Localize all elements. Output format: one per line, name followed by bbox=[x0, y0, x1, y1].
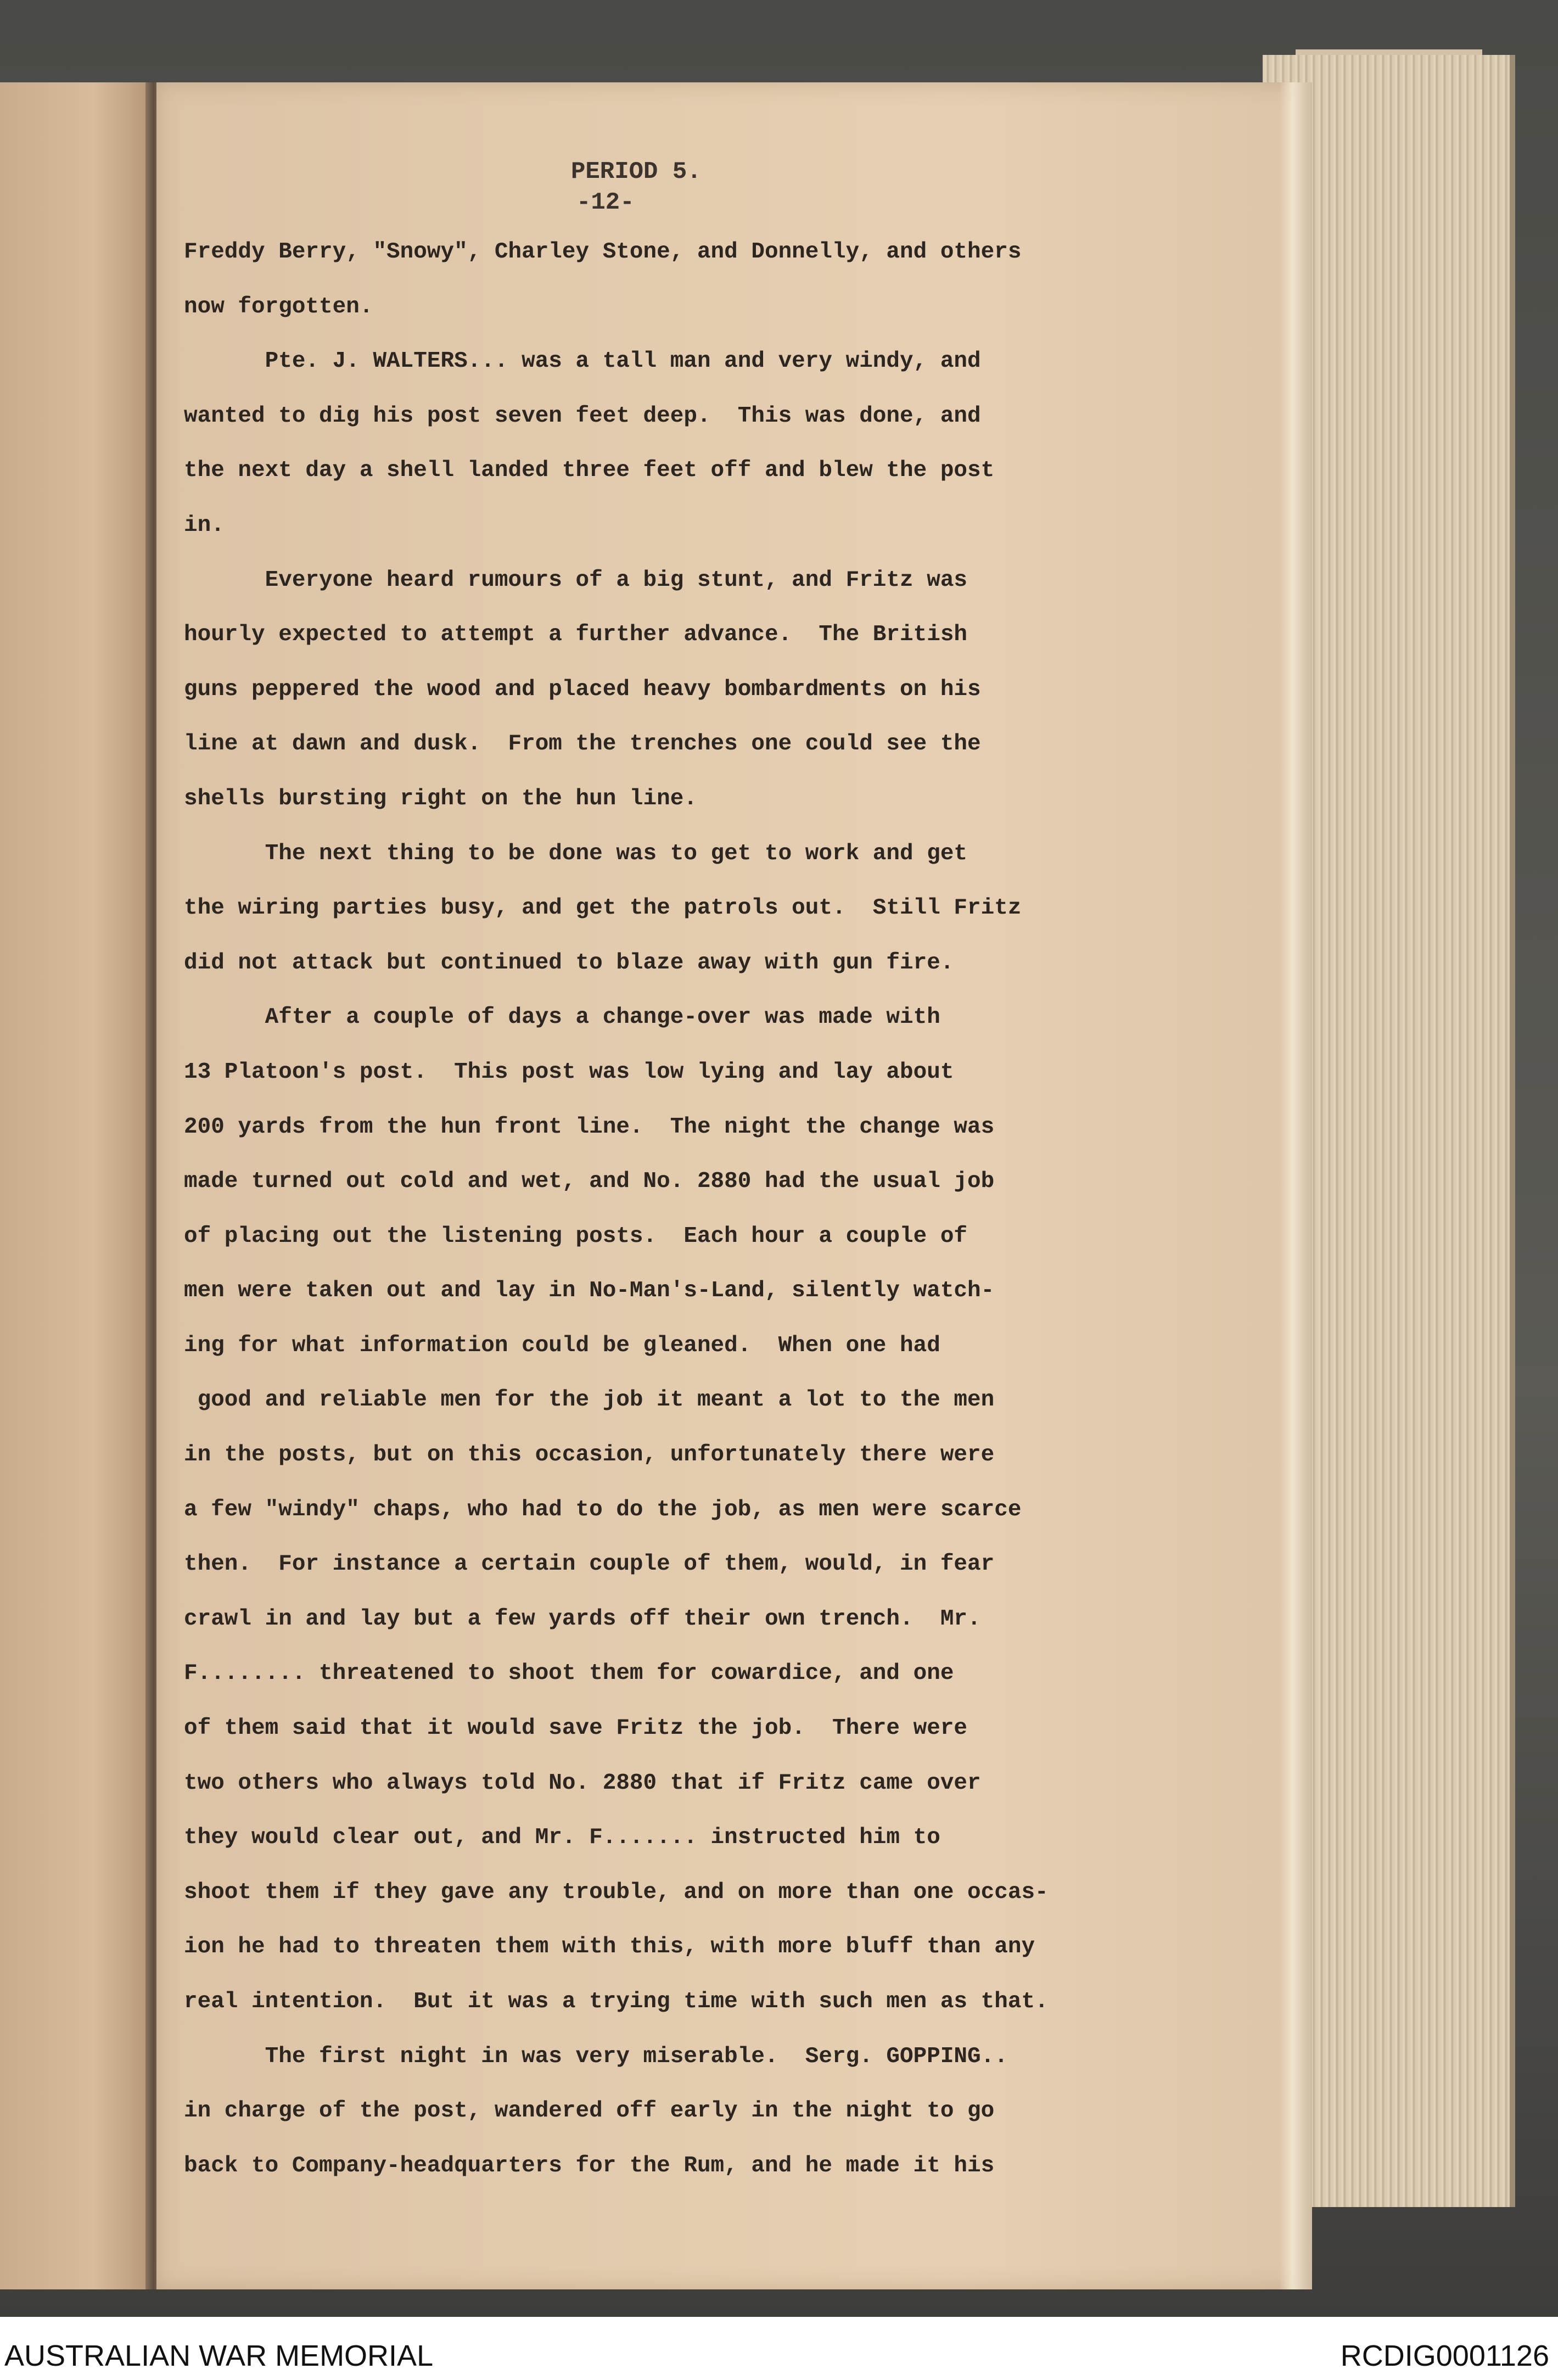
text-line: real intention. But it was a trying time with such men as that. bbox=[184, 1989, 1049, 2014]
archive-id: RCDIG0001126 bbox=[1340, 2339, 1549, 2372]
text-line: hourly expected to attempt a further advance. The British bbox=[184, 622, 968, 648]
text-line: they would clear out, and Mr. F....... instructed him to bbox=[184, 1825, 940, 1851]
text-line: wanted to dig his post seven feet deep. This was done, and bbox=[184, 403, 981, 429]
text-line: back to Company-headquarters for the Rum, and he made it his bbox=[184, 2153, 995, 2179]
text-line: 13 Platoon's post. This post was low lying and lay about bbox=[184, 1059, 954, 1085]
archive-name: AUSTRALIAN WAR MEMORIAL bbox=[4, 2339, 434, 2372]
text-line: made turned out cold and wet, and No. 2880 had the usual job bbox=[184, 1169, 995, 1195]
text-line: line at dawn and dusk. From the trenches one could see the bbox=[184, 731, 981, 757]
left-page bbox=[0, 82, 156, 2289]
text-line: After a couple of days a change-over was made with bbox=[184, 1005, 940, 1031]
text-line: The next thing to be done was to get to work and get bbox=[184, 841, 968, 866]
page-number: -12- bbox=[576, 189, 635, 216]
page-header bbox=[571, 156, 791, 218]
text-line: good and reliable men for the job it meant a lot to the men bbox=[184, 1387, 995, 1413]
text-line: now forgotten. bbox=[184, 294, 373, 320]
text-line: the next day a shell landed three feet off and blew the post bbox=[184, 458, 995, 484]
text-line: ing for what information could be gleaned. When one had bbox=[184, 1332, 940, 1358]
text-line: Freddy Berry, "Snowy", Charley Stone, and Donnelly, and others bbox=[184, 239, 1022, 265]
page-edge bbox=[1279, 82, 1312, 2289]
text-line: Everyone heard rumours of a big stunt, and Fritz was bbox=[184, 567, 968, 593]
text-line: in the posts, but on this occasion, unfortunately there were bbox=[184, 1442, 995, 1468]
period-heading: PERIOD 5. bbox=[571, 158, 702, 186]
typed-body-text bbox=[184, 225, 1271, 2193]
text-line: 200 yards from the hun front line. The night the change was bbox=[184, 1114, 995, 1140]
text-line: did not attack but continued to blaze away with gun fire. bbox=[184, 950, 954, 976]
text-line: crawl in and lay but a few yards off their own trench. Mr. bbox=[184, 1606, 981, 1632]
archive-footer bbox=[0, 2317, 1558, 2380]
text-line: then. For instance a certain couple of them, would, in fear bbox=[184, 1552, 995, 1577]
text-line: in charge of the post, wandered off early in the night to go bbox=[184, 2098, 995, 2124]
text-line: ion he had to threaten them with this, with more bluff than any bbox=[184, 1934, 1035, 1960]
text-line: the wiring parties busy, and get the patrols out. Still Fritz bbox=[184, 895, 1022, 921]
text-line: shoot them if they gave any trouble, and on more than one occas- bbox=[184, 1879, 1049, 1905]
text-line: guns peppered the wood and placed heavy bombardments on his bbox=[184, 676, 981, 702]
text-line: two others who always told No. 2880 that if Fritz came over bbox=[184, 1770, 981, 1796]
text-line: Pte. J. WALTERS... was a tall man and very windy, and bbox=[184, 349, 981, 374]
text-line: of placing out the listening posts. Each hour a couple of bbox=[184, 1223, 968, 1249]
text-line: The first night in was very miserable. Serg. GOPPING.. bbox=[184, 2043, 1008, 2069]
text-line: shells bursting right on the hun line. bbox=[184, 786, 697, 811]
text-line: men were taken out and lay in No-Man's-Land, silently watch- bbox=[184, 1278, 995, 1304]
text-line: F........ threatened to shoot them for cowardice, and one bbox=[184, 1661, 954, 1687]
text-line: a few "windy" chaps, who had to do the job, as men were scarce bbox=[184, 1497, 1022, 1522]
text-line: in. bbox=[184, 512, 225, 538]
text-line: of them said that it would save Fritz the job. There were bbox=[184, 1716, 968, 1741]
